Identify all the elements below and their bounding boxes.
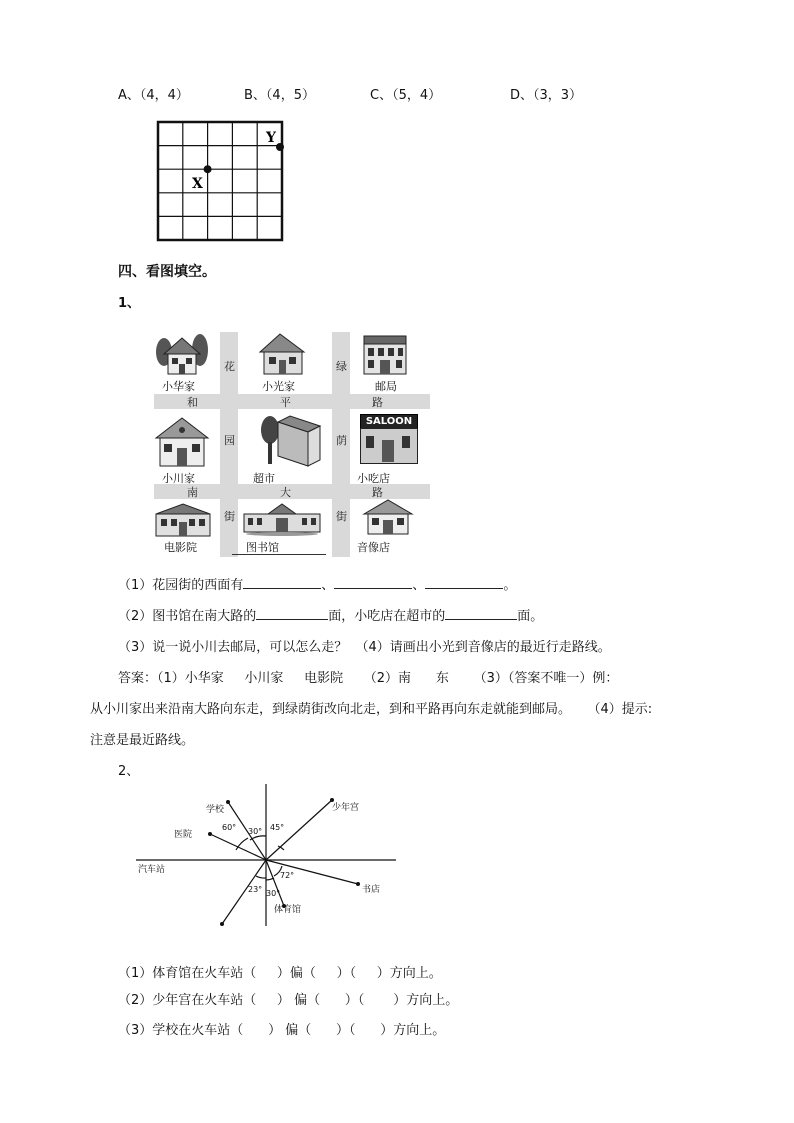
section-title: 四、看图填空。 (118, 264, 216, 280)
point-y (276, 143, 284, 151)
house-icon (156, 330, 208, 378)
q1-line-3: （3）说一说小川去邮局，可以怎么走？ （4）请画出小光到音像店的最近行走路线。 (118, 640, 611, 655)
option-c: C、（5，4） (370, 88, 442, 103)
road-bottom-char-1: 南 (187, 486, 198, 499)
direction-diagram (136, 780, 400, 930)
label-snack-shop: 小吃店 (357, 472, 390, 485)
supermarket-icon (258, 412, 324, 468)
music-store-icon (360, 498, 416, 538)
blank[interactable] (256, 605, 328, 620)
street-right-char-1: 绿 (336, 360, 347, 373)
option-b: B、（4，5） (244, 88, 315, 103)
label-gym: 体育馆 (274, 905, 302, 915)
q1-line-1: （1）花园街的西面有 、 、 。 (118, 574, 516, 593)
label-xiaochuan-home: 小川家 (162, 472, 195, 485)
q2-line-2: （2）少年宫在火车站（ ） 偏（ ）（ ）方向上。 (118, 993, 459, 1008)
answer-line-3: 注意是最近路线。 (90, 733, 195, 748)
snack-shop-icon (358, 414, 420, 466)
label-y: Y (266, 130, 276, 146)
street-left-char-2: 园 (224, 434, 235, 447)
angle-60: 60° (222, 823, 237, 832)
label-xiaoguang-home: 小光家 (262, 380, 295, 393)
road-top-char-2: 平 (280, 396, 291, 409)
angle-30b: 30° (266, 889, 281, 898)
blank[interactable] (445, 605, 517, 620)
street-left-char-1: 花 (224, 360, 235, 373)
angle-45: 45° (270, 823, 285, 832)
label-music-store: 音像店 (357, 541, 390, 554)
angle-23: 23° (248, 885, 263, 894)
blank[interactable] (425, 574, 503, 589)
house-icon (258, 330, 308, 376)
road-top-char-1: 和 (187, 396, 198, 409)
angle-72: 72° (280, 871, 295, 880)
street-left-char-3: 街 (224, 510, 235, 523)
label-cinema: 电影院 (164, 541, 197, 554)
point-x (204, 165, 212, 173)
answer-line-1: 答案：（1）小华家 小川家 电影院 （2）南 东 （3）（答案不唯一）例： (118, 671, 619, 686)
post-office-icon (360, 334, 410, 376)
label-x: X (192, 176, 203, 192)
q2-line-3: （3）学校在火车站（ ） 偏（ ）（ ）方向上。 (118, 1023, 446, 1038)
house-icon (154, 414, 210, 468)
street-right-char-3: 街 (336, 510, 347, 523)
label-school: 学校 (206, 805, 225, 815)
label-post-office: 邮局 (375, 380, 397, 393)
label-hospital: 医院 (174, 830, 193, 840)
option-a: A、（4，4） (118, 88, 189, 103)
road-top-char-3: 路 (372, 396, 383, 409)
question-1-number: 1、 (118, 296, 141, 311)
library-icon (242, 500, 322, 536)
label-youth-palace: 少年宫 (332, 803, 360, 813)
question-2-number: 2、 (118, 764, 140, 779)
answer-line-2: 从小川家出来沿南大路向东走，到绿荫街改向北走，到和平路再向东走就能到邮局。 （4）提示: (90, 702, 653, 717)
blank[interactable] (243, 574, 321, 589)
street-map (150, 322, 430, 557)
option-d: D、（3，3） (510, 88, 583, 103)
street-right-char-2: 荫 (336, 434, 347, 447)
saloon-sign: SALOON (360, 414, 418, 430)
q1-line-2: （2）图书馆在南大路的 面，小吃店在超市的 面。 (118, 605, 543, 624)
road-bottom-char-2: 大 (280, 486, 291, 499)
label-supermarket: 超市 (253, 472, 275, 485)
cinema-icon (152, 502, 214, 538)
angle-30a: 30° (248, 827, 263, 836)
road-bottom-char-3: 路 (372, 486, 383, 499)
blank[interactable] (334, 574, 412, 589)
coordinate-grid (156, 120, 288, 244)
label-bookstore: 书店 (362, 885, 381, 895)
label-xiaohua-home: 小华家 (162, 380, 195, 393)
label-bus-station: 汽车站 (138, 865, 166, 875)
label-library: 图书馆 (246, 541, 279, 554)
q2-line-1: （1）体育馆在火车站（ ）偏（ ）（ ）方向上。 (118, 966, 442, 981)
